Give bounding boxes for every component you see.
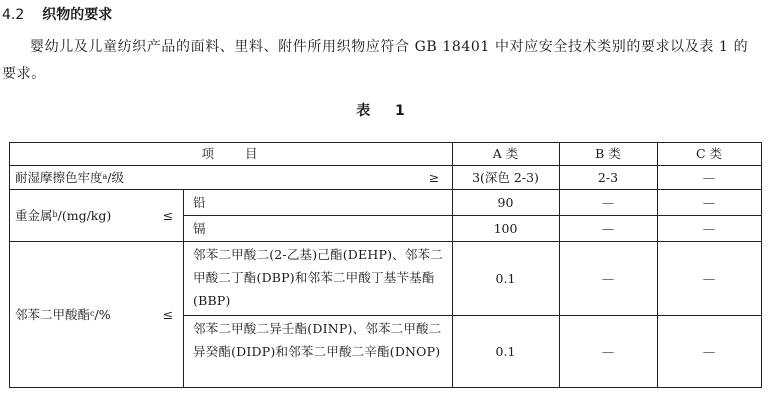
phthalate-label: 邻苯二甲酸酯 c /% (15, 241, 155, 387)
phthalate-group-1-class-b: — (601, 270, 615, 286)
phthalate-group-2-class-b: — (601, 343, 615, 359)
section-heading (2, 4, 112, 24)
heavy-metal-label: 重金属 b /(mg/kg) (15, 189, 155, 241)
section-number: 4.2 (2, 7, 25, 23)
phthalate-operator: ≤ (162, 306, 174, 322)
phthalate-group-2: 邻苯二甲酸二异壬酯(DINP)、邻苯二甲酸二异癸酯(DIDP)和邻苯二甲酸二辛酯(DNOP) (193, 321, 442, 359)
table-caption: 表 1 (356, 103, 415, 119)
phthalate-unit: /% (94, 306, 111, 322)
table-border-left (9, 142, 10, 388)
cadmium-class-c: — (702, 220, 716, 236)
lead-class-b: — (601, 194, 615, 210)
fastness-operator: ≥ (428, 169, 440, 185)
section-title: 织物的要求 (42, 7, 113, 23)
heavy-metal-label-text: 重金属 (15, 207, 53, 223)
header-class-c: C 类 (695, 146, 723, 161)
table-rule (183, 189, 184, 388)
phthalate-group-2-class-c: — (702, 343, 716, 359)
fastness-class-b: 2-3 (597, 169, 619, 185)
table-border-bottom (9, 387, 762, 388)
fastness-label-text: 耐湿摩擦色牢度 (15, 169, 103, 185)
phthalate-group-1-class-c: — (702, 270, 716, 286)
fastness-class-a: 3(深色 2-3) (472, 169, 539, 185)
header-class-a: A 类 (492, 146, 519, 161)
phthalate-label-text: 邻苯二甲酸酯 (15, 306, 91, 322)
phthalate-group-2-class-a: 0.1 (495, 343, 516, 359)
table-border-right (761, 142, 762, 388)
header-class-b: B 类 (595, 146, 621, 161)
fastness-label: 耐湿摩擦色牢度 a /级 (15, 165, 395, 189)
heavy-metal-operator: ≤ (162, 207, 174, 223)
cadmium-class-a: 100 (493, 220, 518, 236)
lead-class-a: 90 (497, 194, 514, 210)
lead-class-c: — (702, 194, 716, 210)
fastness-class-c: — (702, 169, 716, 185)
fastness-unit: /级 (107, 169, 125, 185)
metal-lead: 铅 (193, 194, 206, 210)
requirement-paragraph: 婴幼儿及儿童纺织产品的面料、里料、附件所用织物应符合 GB 18401 中对应安全技术类别的要求以及表 1 的要求。 (2, 39, 749, 82)
requirements-table (9, 142, 762, 388)
phthalate-group-1-class-a: 0.1 (495, 270, 516, 286)
metal-cadmium: 镉 (193, 220, 206, 236)
phthalate-group-1: 邻苯二甲酸二(2-乙基)己酯(DEHP)、邻苯二甲酸二丁酯(DBP)和邻苯二甲酸丁基苄基酯(BBP) (193, 247, 443, 308)
heavy-metal-unit: /(mg/kg) (57, 207, 112, 223)
cadmium-class-b: — (601, 220, 615, 236)
header-item: 项 目 (201, 146, 260, 161)
